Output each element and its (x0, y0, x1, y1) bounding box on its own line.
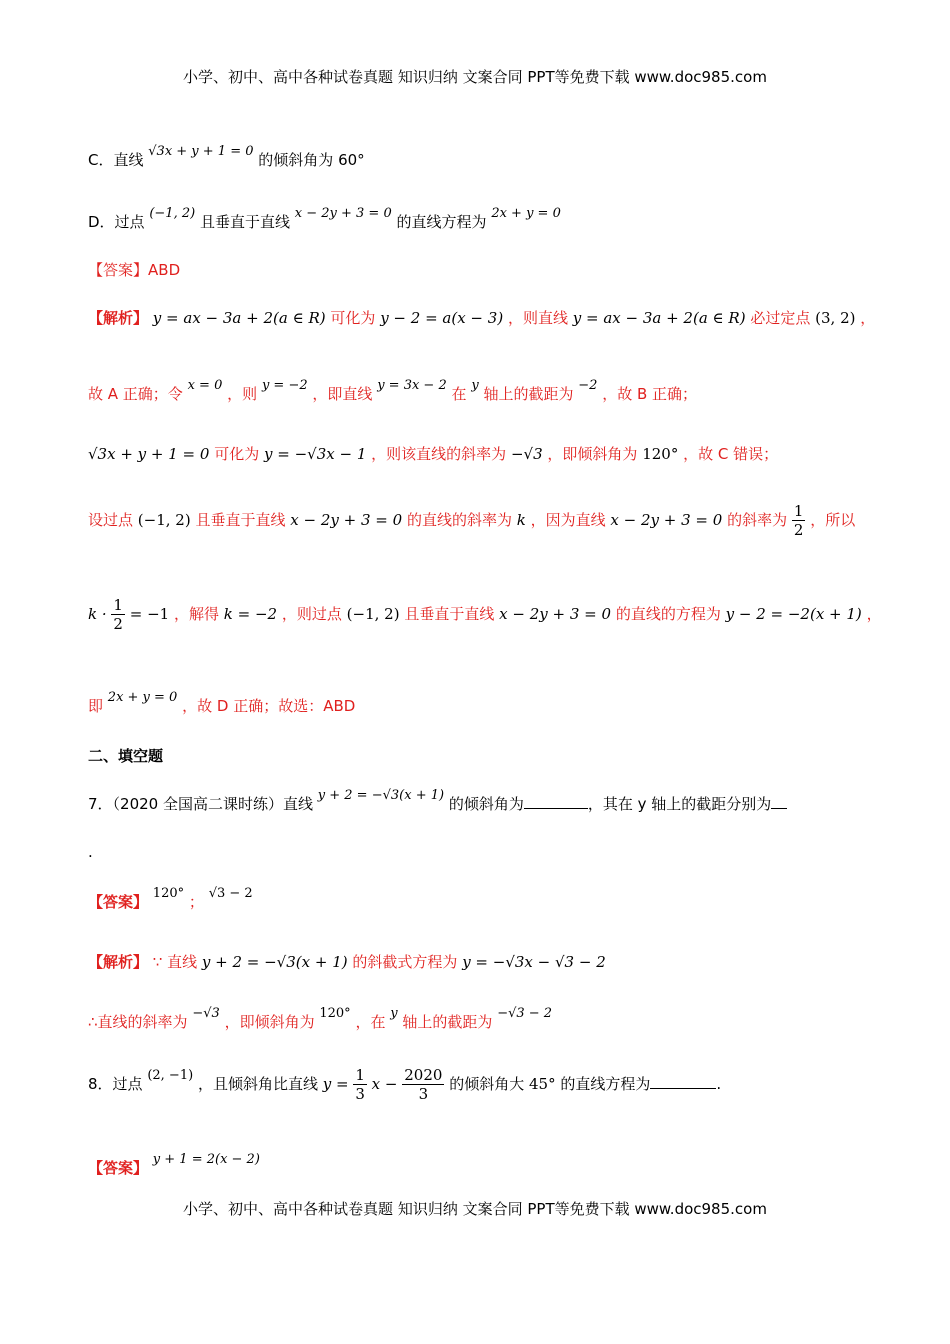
equation: y = 3x − 2 (377, 378, 447, 393)
answer-tag: 【答案】 (88, 1159, 149, 1177)
answer-tag: 【答案】 (88, 893, 149, 911)
text: . (716, 1075, 722, 1093)
page-header: 小学、初中、高中各种试卷真题 知识归纳 文案合同 PPT等免费下载 www.doc985.com (183, 68, 767, 86)
answer-value: ABD (148, 261, 181, 279)
text: ∴直线的斜率为 (88, 1013, 188, 1031)
text: 的斜率为 (727, 511, 788, 529)
equation: x − 2y + 3 = 0 (499, 605, 612, 623)
option-d (88, 206, 561, 234)
question-number: 7．（2020 全国高二课时练）直线 (88, 795, 313, 813)
point: (2, −1) (147, 1068, 194, 1083)
option-c-equation: √3x + y + 1 = 0 (148, 144, 254, 159)
equation: −2 (578, 378, 598, 393)
text: 故 A 正确；令 (88, 385, 183, 403)
text: 轴上的截距为 (402, 1013, 493, 1031)
text: 的倾斜角大 (449, 1075, 525, 1093)
denominator: 2 (793, 521, 804, 539)
equation: y + 2 = −√3(x + 1) (201, 953, 348, 971)
equation: y = ax − 3a + 2(a ∈ R) (572, 309, 746, 327)
answer-blank[interactable] (650, 1074, 716, 1089)
point: (−1, 2) (137, 511, 191, 529)
text: ，故 C 错误； (683, 445, 779, 463)
denominator: 3 (418, 1085, 429, 1103)
numerator: 1 (793, 502, 804, 520)
equation: y − 2 = a(x − 3) (380, 309, 504, 327)
text: 可化为 (330, 309, 376, 327)
fraction-one-half (792, 502, 806, 539)
text: 可化为 (214, 445, 260, 463)
text: ，且倾斜角比直线 (197, 1075, 318, 1093)
equation: −√3 (192, 1006, 220, 1021)
denominator: 2 (113, 615, 123, 633)
equation: y = −√3x − √3 − 2 (462, 953, 606, 971)
option-d-answer: 2x + y = 0 (491, 206, 561, 221)
numerator: 1 (355, 1066, 365, 1084)
text: ，故 D 正确；故选：ABD (182, 697, 356, 715)
option-d-equation: x − 2y + 3 = 0 (294, 206, 392, 221)
text: 的倾斜角为 (448, 795, 524, 813)
solution-7-line-2 (88, 1006, 553, 1034)
text: 必过定点 (750, 309, 811, 327)
text: ，所以 (810, 511, 856, 529)
text: ，即倾斜角为 (547, 445, 638, 463)
equation: y = (322, 1075, 349, 1093)
text: ，在 (355, 1013, 386, 1031)
solution-6-line-2 (88, 378, 698, 406)
answer-tag: 【答案】 (88, 261, 149, 279)
text: ，则该直线的斜率为 (371, 445, 507, 463)
equation: y (471, 378, 479, 393)
solution-6-line-1 (88, 308, 875, 328)
text: ，解得 (173, 605, 219, 623)
solution-6-line-5 (88, 594, 882, 634)
text: ，因为直线 (530, 511, 606, 529)
angle: 45° (529, 1075, 556, 1093)
option-d-mid: 且垂直于直线 (199, 213, 290, 231)
solution-6-line-4 (88, 500, 855, 540)
text: ，即倾斜角为 (224, 1013, 315, 1031)
text: 设过点 (88, 511, 134, 529)
solution-tag: 【解析】 (88, 309, 149, 327)
text: 且垂直于直线 (404, 605, 495, 623)
answer-equation: y + 1 = 2(x − 2) (152, 1152, 260, 1167)
fraction-one-third (353, 1066, 367, 1103)
equation: −√3 − 2 (497, 1006, 553, 1021)
text: 的直线方程为 (560, 1075, 651, 1093)
equation: y (390, 1006, 398, 1021)
text: ， (860, 309, 876, 327)
answer-8 (88, 1152, 260, 1180)
separator: ； (188, 893, 204, 911)
equation: y = −√3x − 1 (264, 445, 367, 463)
denominator: 3 (355, 1085, 365, 1103)
equation: 2x + y = 0 (107, 690, 178, 705)
text: ∵ 直线 (152, 953, 198, 971)
option-c-text: 的倾斜角为 60° (258, 151, 365, 169)
equation: y + 2 = −√3(x + 1) (317, 788, 445, 803)
text: 的直线的方程为 (615, 605, 721, 623)
equation: y − 2 = −2(x + 1) (725, 605, 862, 623)
equation: k · (88, 605, 107, 623)
answer-blank[interactable] (771, 794, 787, 809)
fraction-one-half (111, 596, 125, 633)
text: ，故 B 正确； (602, 385, 698, 403)
point: (−1, 2) (346, 605, 400, 623)
equation: x − 2y + 3 = 0 (610, 511, 723, 529)
option-d-label: D．过点 (88, 213, 145, 231)
equation: √3x + y + 1 = 0 (88, 445, 210, 463)
option-d-text: 的直线方程为 (396, 213, 487, 231)
equation: 120° (642, 445, 679, 463)
equation: x − 2y + 3 = 0 (290, 511, 403, 529)
equation: 120° (319, 1006, 351, 1021)
equation: = −1 (129, 605, 170, 623)
point: (3, 2) (815, 309, 856, 327)
solution-6-line-3 (88, 444, 778, 464)
page-footer: 小学、初中、高中各种试卷真题 知识归纳 文案合同 PPT等免费下载 www.doc985.com (183, 1200, 767, 1218)
option-c (88, 144, 365, 172)
equation: x = 0 (187, 378, 223, 393)
text: 即 (88, 697, 104, 715)
option-c-label: C．直线 (88, 151, 144, 169)
text: 在 (451, 385, 467, 403)
question-7 (88, 788, 787, 816)
text: 且垂直于直线 (195, 511, 286, 529)
equation: y = ax − 3a + 2(a ∈ R) (152, 309, 326, 327)
equation: k (516, 511, 526, 529)
numerator: 2020 (404, 1066, 443, 1084)
solution-tag: 【解析】 (88, 953, 149, 971)
fraction-2020-thirds (402, 1066, 444, 1103)
answer-value: √3 − 2 (208, 886, 253, 901)
section-title: 二、填空题 (88, 747, 164, 765)
equation: x − (371, 1075, 398, 1093)
equation: k = −2 (223, 605, 278, 623)
answer-value: 120° (152, 886, 185, 901)
option-d-point: (−1, 2) (149, 206, 196, 221)
text: 轴上的截距为 (483, 385, 574, 403)
text: ，则直线 (507, 309, 568, 327)
answer-blank[interactable] (524, 794, 588, 809)
text: ， (866, 605, 882, 623)
text: ，则 (227, 385, 258, 403)
numerator: 1 (113, 596, 123, 614)
question-7-end: . (88, 843, 93, 861)
answer-7 (88, 886, 253, 914)
text: ，则过点 (281, 605, 342, 623)
equation: y = −2 (261, 378, 308, 393)
answer-6 (88, 260, 180, 280)
text: 的斜截式方程为 (352, 953, 458, 971)
solution-7-line-1 (88, 952, 606, 972)
text: ，其在 y 轴上的截距分别为 (587, 795, 772, 813)
solution-6-line-6 (88, 690, 356, 718)
question-number: 8．过点 (88, 1075, 143, 1093)
text: 的直线的斜率为 (406, 511, 512, 529)
question-8 (88, 1062, 721, 1108)
text: ，即直线 (312, 385, 373, 403)
equation: −√3 (510, 445, 543, 463)
